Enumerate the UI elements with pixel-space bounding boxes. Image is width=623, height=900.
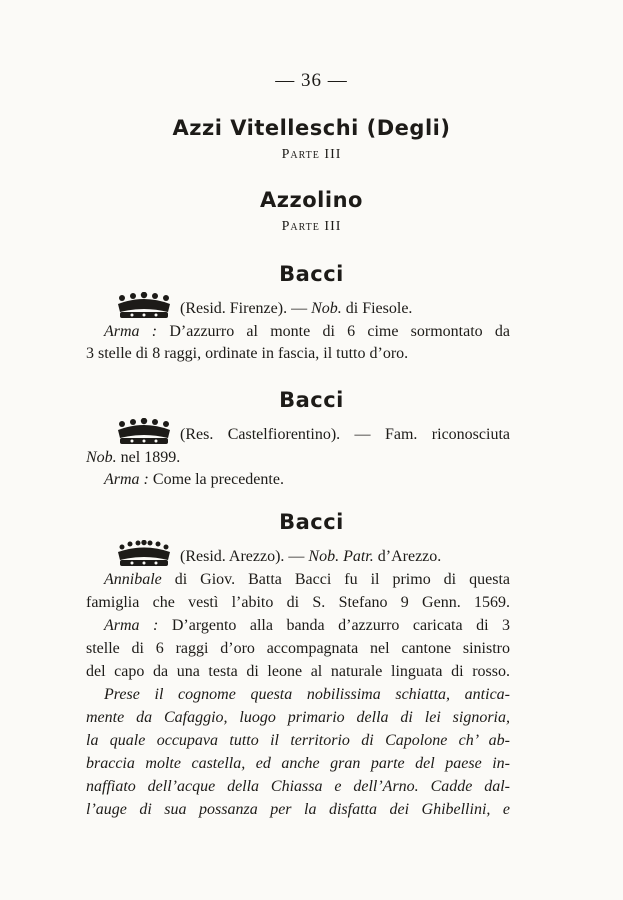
entry-line: (Res. Castelfiorentino). — Fam. riconosciuta <box>180 426 510 443</box>
entry-line: Arma : D’argento alla banda d’azzurro caricata di 3 <box>104 617 510 634</box>
entry-line: 3 stelle di 8 raggi, ordinate in fascia, il tutto d’oro. <box>86 345 409 362</box>
entry-line: famiglia che vestì l’abito di S. Stefano 9 Genn. 1569. <box>86 594 510 611</box>
entry-title-bacci: Bacci <box>279 388 344 412</box>
entry-title-azzi-vitelleschi: Azzi Vitelleschi (Degli) <box>172 116 451 140</box>
italic-paragraph-line: mente da Cafaggio, luogo primario della di lei signoria, <box>86 709 510 726</box>
entry-subtitle: Parte III <box>281 147 342 162</box>
entry-line: Annibale di Giov. Batta Bacci fu il primo di questa <box>104 571 510 588</box>
entry-title-bacci: Bacci <box>279 510 344 534</box>
entry-line: (Resid. Arezzo). — Nob. Patr. d’Arezzo. <box>180 548 442 565</box>
entry-title-bacci: Bacci <box>279 262 344 286</box>
italic-paragraph-line: Prese il cognome questa nobilissima schiatta, antica- <box>104 686 510 703</box>
entry-subtitle: Parte III <box>281 219 342 234</box>
entry-line: Arma : Come la precedente. <box>104 471 284 488</box>
entry-line: Arma : D’azzurro al monte di 6 cime sormontato da <box>104 323 511 340</box>
crown-icon <box>112 418 176 448</box>
entry-line: Nob. nel 1899. <box>86 449 181 466</box>
crown-icon <box>112 540 176 570</box>
italic-paragraph-line: naffiato dell’acque della Chiassa e dell’Arno. Cadde dal- <box>86 778 510 795</box>
entry-title-azzolino: Azzolino <box>260 188 363 212</box>
entry-line: stelle di 6 raggi d’oro accompagnata nel cantone sinistro <box>86 640 510 657</box>
italic-paragraph-line: l’auge di sua possanza per la disfatta dei Ghibellini, e <box>86 801 510 818</box>
italic-paragraph-line: la quale occupava tutto il territorio di Capolone ch’ ab- <box>86 732 510 749</box>
crown-icon <box>112 292 176 322</box>
entry-line: del capo da una testa di leone al naturale linguata di rosso. <box>86 663 510 680</box>
entry-line: (Resid. Firenze). — Nob. di Fiesole. <box>180 300 413 317</box>
italic-paragraph-line: braccia molte castella, ed anche gran parte del paese in- <box>86 755 510 772</box>
page-number: — 36 — <box>275 70 348 91</box>
